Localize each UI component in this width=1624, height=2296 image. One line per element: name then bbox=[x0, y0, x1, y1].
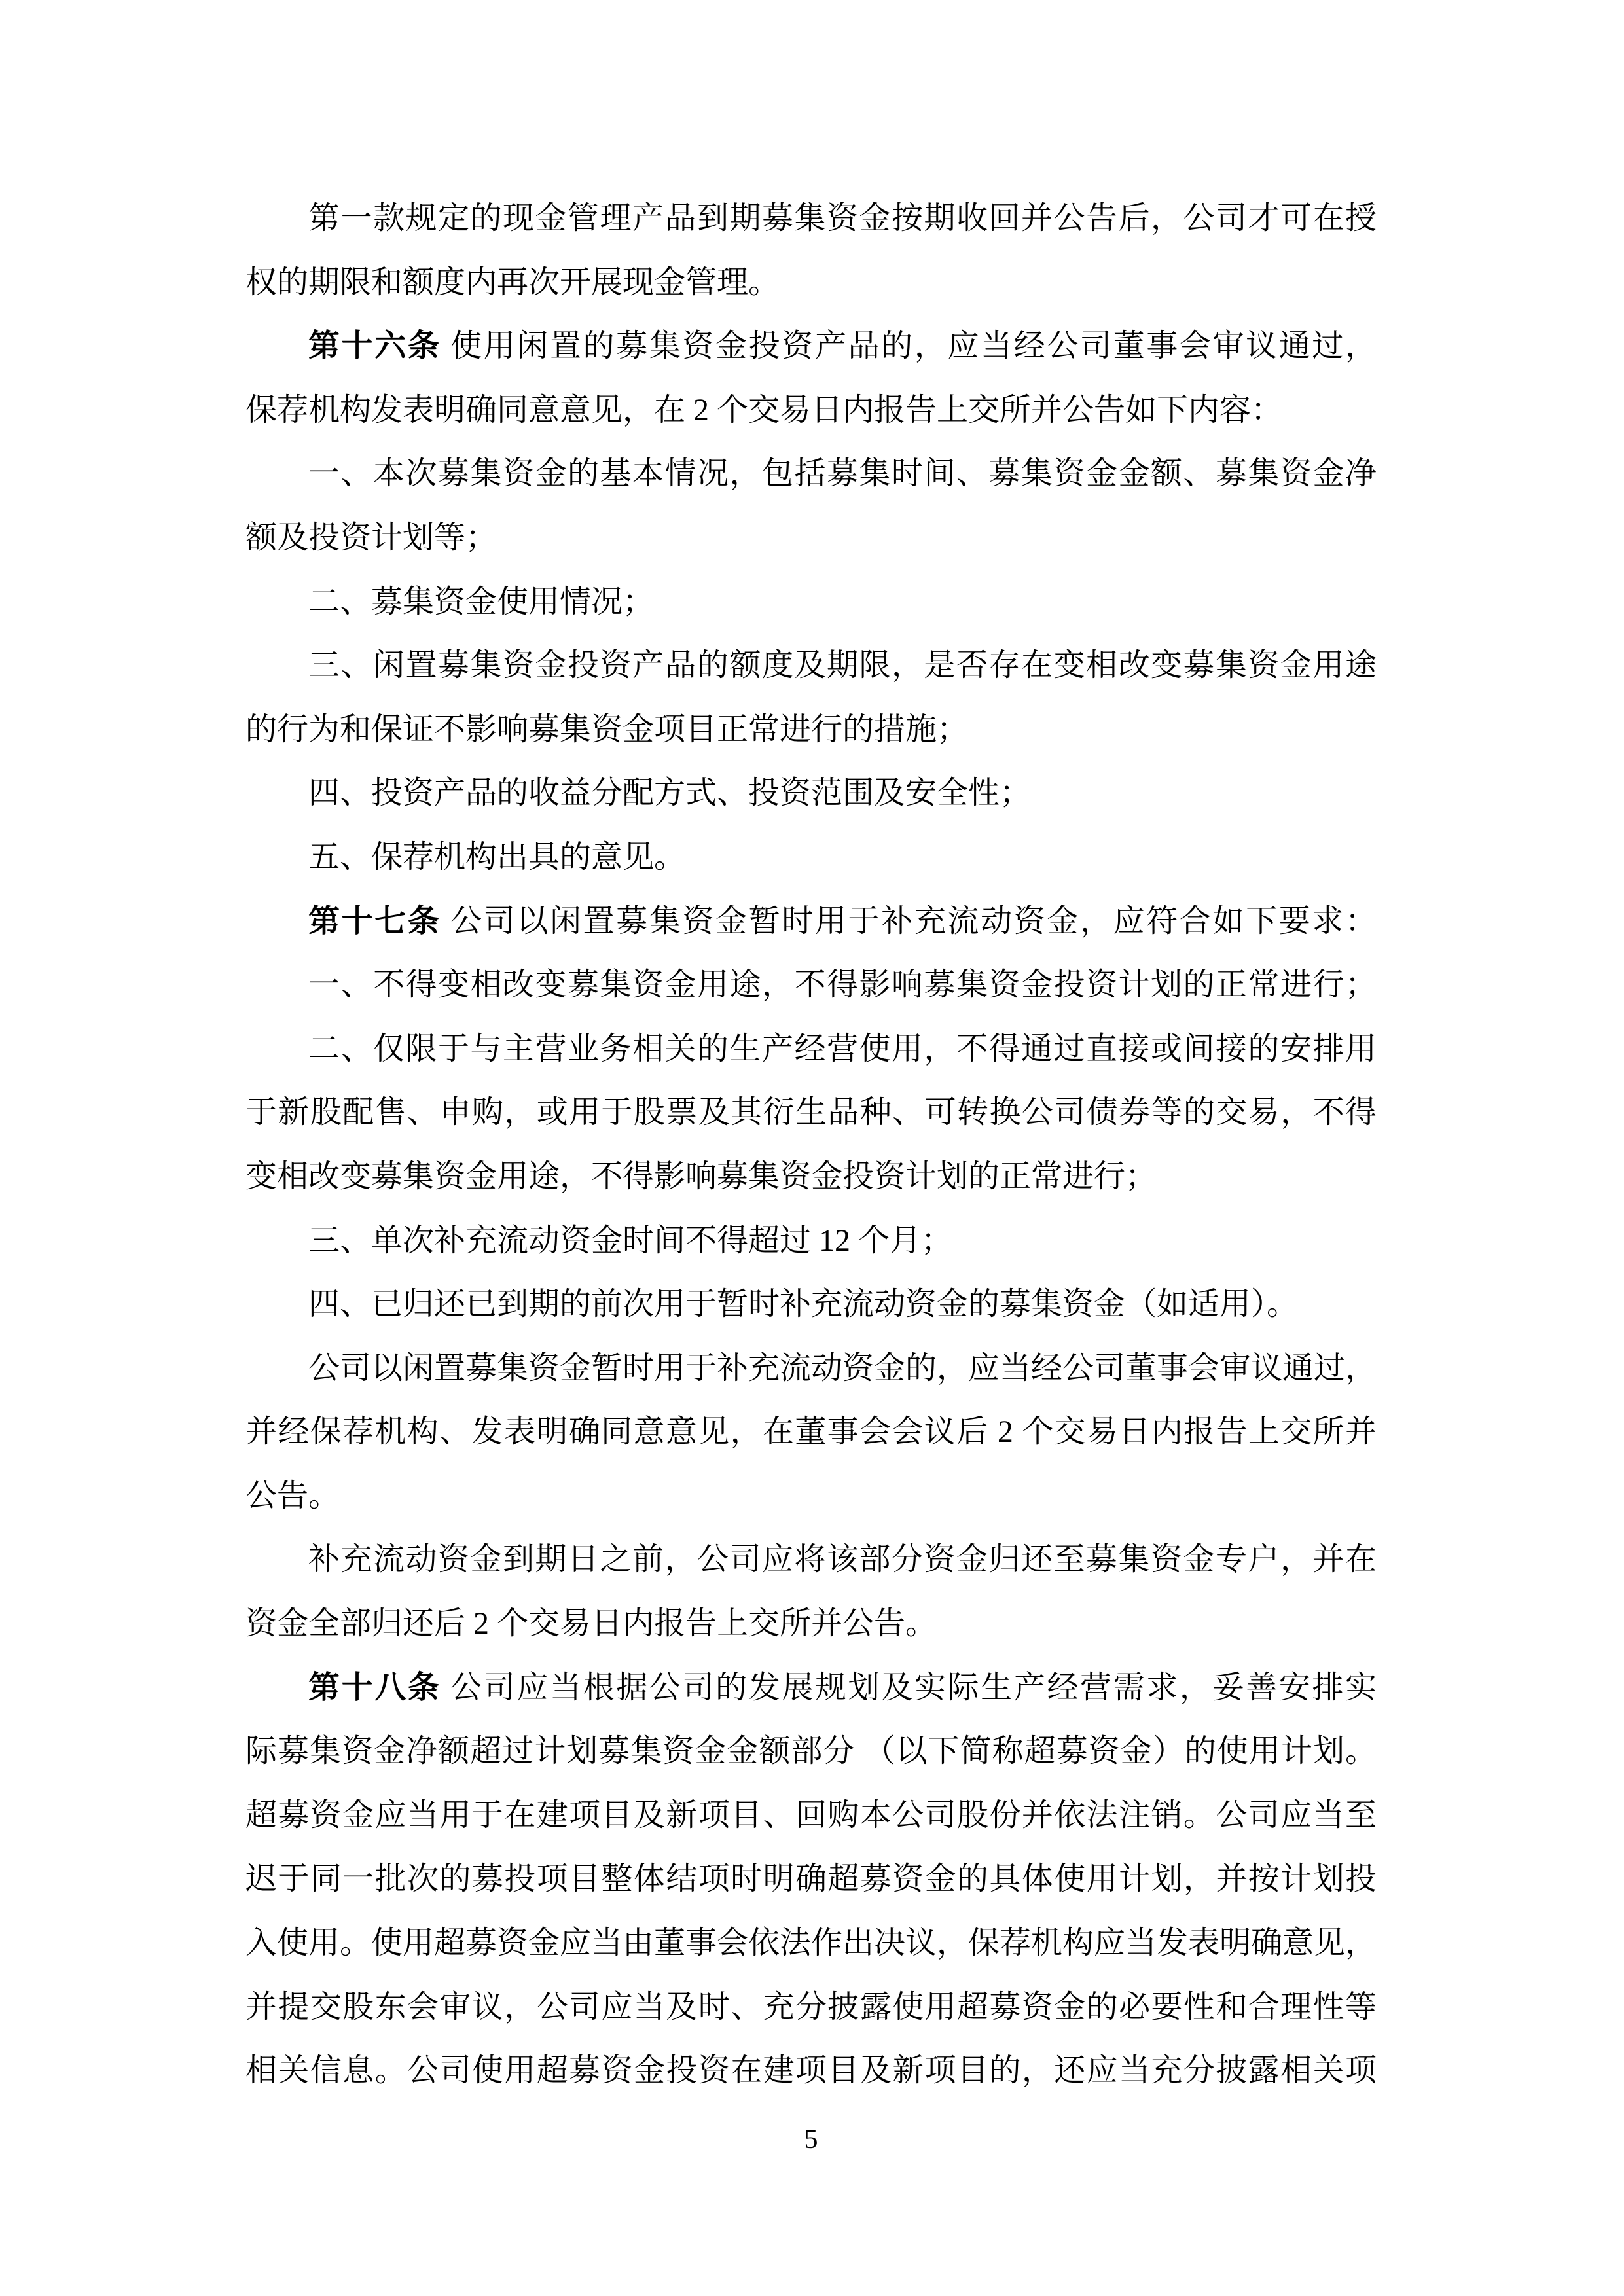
text-run: 一、本次募集资金的基本情况，包括募集时间、募集资金金额、募集资金净 bbox=[308, 456, 1377, 492]
text-run: 保荐机构发表明确同意意见，在 2 个交易日内报告上交所并公告如下内容： bbox=[245, 392, 1283, 427]
text-line bbox=[245, 1592, 1377, 1656]
page-number: 5 bbox=[804, 2125, 818, 2155]
text-run: 使用闲置的募集资金投资产品的，应当经公司董事会审议通过， bbox=[441, 329, 1377, 364]
text-line bbox=[245, 953, 1377, 1017]
text-run: 公司应当根据公司的发展规划及实际生产经营需求，妥善安排实 bbox=[441, 1670, 1377, 1705]
text-run: 四、投资产品的收益分配方式、投资范围及安全性； bbox=[308, 776, 1032, 811]
text-line bbox=[245, 314, 1377, 378]
text-line bbox=[245, 1911, 1377, 1975]
text-run: 三、单次补充流动资金时间不得超过 12 个月； bbox=[308, 1223, 953, 1258]
text-block bbox=[245, 187, 1377, 2103]
text-run: 公告。 bbox=[245, 1478, 340, 1513]
text-run: 资金全部归还后 2 个交易日内报告上交所并公告。 bbox=[245, 1606, 937, 1641]
text-line bbox=[245, 1719, 1377, 1784]
text-line bbox=[245, 698, 1377, 762]
article-number: 第十八条 bbox=[308, 1670, 441, 1705]
text-line bbox=[245, 1017, 1377, 1081]
text-run: 三、闲置募集资金投资产品的额度及期限，是否存在变相改变募集资金用途 bbox=[308, 648, 1377, 683]
text-line bbox=[245, 825, 1377, 889]
text-line bbox=[245, 570, 1377, 634]
text-run: 入使用。使用超募资金应当由董事会依法作出决议，保荐机构应当发表明确意见， bbox=[245, 1926, 1377, 1961]
text-line bbox=[245, 1209, 1377, 1273]
text-run: 超募资金应当用于在建项目及新项目、回购本公司股份并依法注销。公司应当至 bbox=[245, 1797, 1377, 1833]
text-line bbox=[245, 1400, 1377, 1464]
text-run: 五、保荐机构出具的意见。 bbox=[308, 839, 686, 874]
text-line bbox=[245, 1975, 1377, 2039]
text-line bbox=[245, 442, 1377, 506]
text-line bbox=[245, 1847, 1377, 1911]
text-line bbox=[245, 506, 1377, 570]
text-line bbox=[245, 1081, 1377, 1145]
text-run: 补充流动资金到期日之前，公司应将该部分资金归还至募集资金专户，并在 bbox=[308, 1542, 1377, 1577]
text-line bbox=[245, 378, 1377, 442]
text-line bbox=[245, 761, 1377, 825]
text-run: 际募集资金净额超过计划募集资金金额部分 （以下简称超募资金）的使用计划。 bbox=[245, 1734, 1377, 1769]
text-line bbox=[245, 1336, 1377, 1401]
text-line bbox=[245, 1784, 1377, 1848]
text-line bbox=[245, 634, 1377, 698]
text-run: 迟于同一批次的募投项目整体结项时明确超募资金的具体使用计划，并按计划投 bbox=[245, 1861, 1377, 1897]
text-run: 第一款规定的现金管理产品到期募集资金按期收回并公告后，公司才可在授 bbox=[308, 201, 1377, 236]
text-line bbox=[245, 187, 1377, 251]
text-run: 二、募集资金使用情况； bbox=[308, 584, 655, 619]
article-number: 第十六条 bbox=[308, 329, 441, 364]
text-line bbox=[245, 2039, 1377, 2103]
text-run: 变相改变募集资金用途，不得影响募集资金投资计划的正常进行； bbox=[245, 1158, 1157, 1194]
text-run: 四、已归还已到期的前次用于暂时补充流动资金的募集资金（如适用）。 bbox=[308, 1287, 1299, 1322]
text-line bbox=[245, 1145, 1377, 1209]
text-run: 额及投资计划等； bbox=[245, 520, 497, 555]
article-number: 第十七条 bbox=[308, 903, 441, 939]
text-run: 的行为和保证不影响募集资金项目正常进行的措施； bbox=[245, 711, 969, 747]
text-line bbox=[245, 1656, 1377, 1720]
text-run: 相关信息。公司使用超募资金投资在建项目及新项目的，还应当充分披露相关项 bbox=[245, 2053, 1377, 2089]
text-line bbox=[245, 251, 1377, 315]
text-line bbox=[245, 1528, 1377, 1592]
text-run: 并提交股东会审议，公司应当及时、充分披露使用超募资金的必要性和合理性等 bbox=[245, 1989, 1377, 2024]
text-run: 一、不得变相改变募集资金用途，不得影响募集资金投资计划的正常进行； bbox=[308, 967, 1377, 1003]
text-run: 二、仅限于与主营业务相关的生产经营使用，不得通过直接或间接的安排用 bbox=[308, 1031, 1377, 1066]
text-line bbox=[245, 1464, 1377, 1528]
text-run: 权的期限和额度内再次开展现金管理。 bbox=[245, 264, 780, 300]
text-run: 于新股配售、申购，或用于股票及其衍生品种、可转换公司债券等的交易，不得 bbox=[245, 1095, 1377, 1130]
text-line bbox=[245, 889, 1377, 954]
text-run: 公司以闲置募集资金暂时用于补充流动资金的，应当经公司董事会审议通过， bbox=[308, 1350, 1377, 1386]
text-line bbox=[245, 1272, 1377, 1336]
text-run: 公司以闲置募集资金暂时用于补充流动资金，应符合如下要求： bbox=[441, 903, 1377, 939]
text-run: 并经保荐机构、发表明确同意意见，在董事会会议后 2 个交易日内报告上交所并 bbox=[245, 1414, 1377, 1450]
